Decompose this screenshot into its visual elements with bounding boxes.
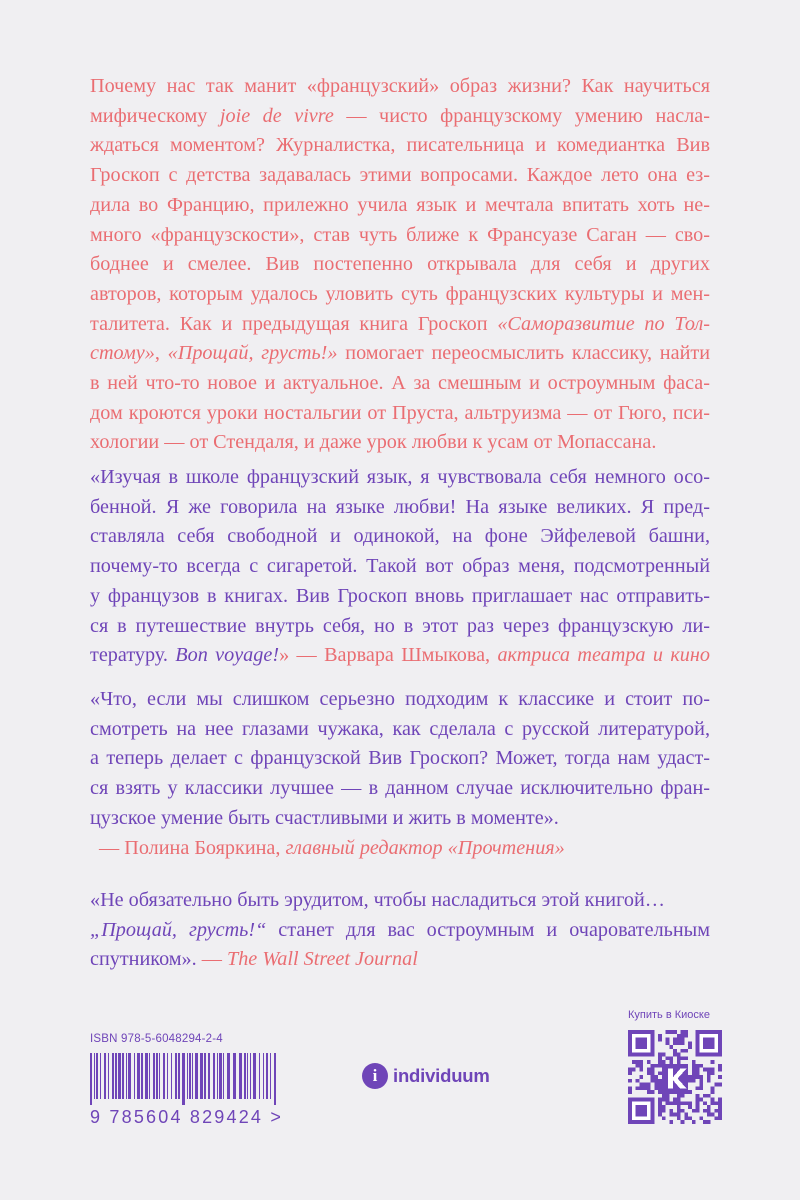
qr-module: [658, 1071, 662, 1075]
qr-module: [699, 1079, 703, 1083]
description-line: дила во Францию, прилежно учила язык и мечтала впитать хоть не-: [90, 193, 710, 216]
barcode-bar: [126, 1053, 127, 1099]
qr-module: [681, 1034, 685, 1038]
previous-book-title: «Саморазвитие по Тол-: [497, 312, 710, 335]
qr-module: [688, 1075, 692, 1079]
qr-module: [718, 1098, 722, 1102]
description-line: талитета. Как и предыдущая книга Гроскоп «Саморазвитие по Тол-: [90, 312, 710, 335]
joie-de-vivre-term: joie de vivre: [219, 104, 334, 127]
qr-module: [699, 1075, 703, 1079]
qr-module: [688, 1045, 692, 1049]
qr-module: [692, 1071, 696, 1075]
qr-module: [628, 1079, 632, 1083]
qr-module: [651, 1075, 655, 1079]
qr-module: [658, 1113, 662, 1117]
qr-module: [677, 1109, 681, 1113]
qr-module: [703, 1120, 707, 1124]
qr-module: [677, 1090, 681, 1094]
qr-module: [692, 1064, 696, 1068]
qr-module: [666, 1056, 670, 1060]
qr-module: [651, 1079, 655, 1083]
qr-module: [684, 1113, 688, 1117]
quote-line: ставляла себя свободной и одинокой, на фоне Эйфелевой башни,: [90, 525, 710, 548]
qr-module: [647, 1068, 651, 1072]
qr-module: [677, 1038, 681, 1042]
qr-module: [718, 1083, 722, 1087]
barcode-bar: [259, 1053, 260, 1099]
qr-module: [696, 1068, 700, 1072]
qr-module: [669, 1109, 673, 1113]
qr-module: [684, 1034, 688, 1038]
book-description: [90, 72, 710, 458]
qr-module: [628, 1090, 632, 1094]
qr-module: [666, 1094, 670, 1098]
qr-module: [654, 1064, 658, 1068]
qr-module: [711, 1060, 715, 1064]
qr-module: [669, 1101, 673, 1105]
qr-module: [658, 1038, 662, 1042]
qr-module: [703, 1068, 707, 1072]
qr-module: [696, 1101, 700, 1105]
qr-module: [658, 1101, 662, 1105]
qr-module: [677, 1105, 681, 1109]
qr-module: [684, 1101, 688, 1105]
qr-module: [669, 1120, 673, 1124]
isbn-number: ISBN 978-5-6048294-2-4: [90, 1033, 223, 1045]
barcode-bar: [187, 1053, 188, 1099]
qr-module: [666, 1101, 670, 1105]
qr-module: [658, 1086, 662, 1090]
qr-module: [654, 1086, 658, 1090]
qr-module: [711, 1101, 715, 1105]
qr-finder-center: [636, 1038, 647, 1049]
qr-module: [681, 1056, 685, 1060]
qr-module: [662, 1116, 666, 1120]
qr-module: [669, 1060, 673, 1064]
qr-module: [647, 1086, 651, 1090]
qr-module: [703, 1101, 707, 1105]
publisher-logo: [362, 1063, 490, 1089]
qr-module: [696, 1109, 700, 1113]
qr-module: [707, 1079, 711, 1083]
barcode-bar: [137, 1053, 140, 1099]
qr-module: [692, 1109, 696, 1113]
qr-module: [677, 1034, 681, 1038]
qr-finder-center: [636, 1105, 647, 1116]
barcode-bar: [167, 1053, 168, 1099]
quote-line: ся в путешествие внутрь себя, но в этот раз через французскую ли-: [90, 614, 710, 637]
qr-module: [696, 1071, 700, 1075]
description-line: мифическому joie de vivre — чисто французскому умению насла-: [90, 104, 710, 127]
qr-module: [681, 1094, 685, 1098]
barcode-bar: [100, 1053, 101, 1099]
qr-module: [639, 1083, 643, 1087]
barcode-bar: [153, 1053, 155, 1099]
qr-module: [688, 1041, 692, 1045]
qr-module: [636, 1079, 640, 1083]
qr-module: [669, 1030, 673, 1034]
qr-module: [677, 1053, 681, 1057]
qr-module: [658, 1034, 662, 1038]
barcode-bar: [250, 1053, 251, 1099]
barcode-bar: [233, 1053, 236, 1099]
quote-attribution: — Полина Бояркина, главный редактор «Прочтения»: [99, 836, 565, 859]
qr-module: [707, 1071, 711, 1075]
qr-module: [699, 1086, 703, 1090]
quote-line: а теперь делает с французской Вив Гроскоп? Может, тогда нам удаст-: [90, 747, 710, 770]
qr-module: [632, 1060, 636, 1064]
qr-module: [673, 1049, 677, 1053]
description-line: стому», «Прощай, грусть!» помогает переосмыслить классику, найти: [90, 342, 711, 365]
description-line: много «французскости», став чуть ближе к Франсуазе Саган — сво-: [90, 223, 710, 246]
barcode-bar: [227, 1053, 230, 1099]
qr-module: [681, 1049, 685, 1053]
qr-module: [639, 1068, 643, 1072]
qr-module: [662, 1094, 666, 1098]
qr-module: [718, 1064, 722, 1068]
barcode-bar: [266, 1053, 268, 1099]
barcode-digits: 9 785604 829424 >: [90, 1107, 284, 1127]
qr-module: [688, 1079, 692, 1083]
qr-module: [658, 1098, 662, 1102]
description-line: Почему нас так манит «французский» образ жизни? Как научиться: [90, 75, 710, 97]
qr-module: [692, 1120, 696, 1124]
qr-module: [692, 1075, 696, 1079]
description-line: дом кроются уроки ностальгии от Пруста, альтруизма — от Гюго, пси-: [90, 401, 710, 424]
qr-module: [669, 1045, 673, 1049]
qr-module: [628, 1086, 632, 1090]
qr-module: [707, 1068, 711, 1072]
description-line: боднее и смелее. Вив постепенно открывала для себя и других: [90, 253, 710, 276]
qr-module: [707, 1075, 711, 1079]
qr-module: [696, 1105, 700, 1109]
qr-module: [666, 1038, 670, 1042]
qr-module: [707, 1105, 711, 1109]
qr-module: [699, 1116, 703, 1120]
barcode-bar: [213, 1053, 215, 1099]
qr-module: [673, 1038, 677, 1042]
qr-module: [654, 1075, 658, 1079]
qr-code-icon[interactable]: [628, 1030, 722, 1124]
qr-module: [703, 1109, 707, 1113]
quote-wsj: [90, 886, 710, 975]
description-line: авторов, которым удалось уловить суть французских культуры и мен-: [90, 282, 710, 305]
qr-module: [647, 1083, 651, 1087]
qr-module: [718, 1116, 722, 1120]
barcode-bar: [182, 1053, 185, 1105]
quote-line: тературу. Bon voyage!» — Варвара Шмыкова, актриса театра и кино: [90, 644, 710, 667]
barcode-bar: [219, 1053, 222, 1099]
book-title-reference: «Прощай, грусть!»: [167, 342, 338, 365]
qr-module: [681, 1109, 685, 1113]
qr-module: [681, 1090, 685, 1094]
barcode-bar: [200, 1053, 203, 1099]
qr-module: [711, 1071, 715, 1075]
qr-module: [681, 1038, 685, 1042]
qr-module: [696, 1098, 700, 1102]
qr-module: [677, 1041, 681, 1045]
barcode-bar: [141, 1053, 143, 1099]
buy-in-kiosk-label: Купить в Киоске: [628, 1009, 710, 1021]
barcode-bar: [134, 1053, 135, 1099]
qr-module: [677, 1098, 681, 1102]
barcode-bar: [274, 1053, 276, 1105]
description-line: в ней что-то новое и актуальное. А за смешным и остроумным фаса-: [90, 372, 710, 395]
barcode-bar: [192, 1053, 193, 1099]
qr-module: [666, 1098, 670, 1102]
quote-boyarkina: [90, 685, 710, 863]
quote-line: „Прощай, грусть!“ станет для вас остроумным и очаровательным: [90, 918, 711, 941]
qr-module: [639, 1086, 643, 1090]
qr-module: [718, 1105, 722, 1109]
qr-module: [718, 1101, 722, 1105]
qr-module: [711, 1068, 715, 1072]
qr-module: [658, 1064, 662, 1068]
barcode-bar: [204, 1053, 206, 1099]
qr-module: [639, 1075, 643, 1079]
barcode-bar: [145, 1053, 148, 1099]
qr-module: [677, 1056, 681, 1060]
barcode-bar: [128, 1053, 131, 1099]
qr-module: [662, 1090, 666, 1094]
qr-module: [699, 1083, 703, 1087]
qr-module: [636, 1086, 640, 1090]
qr-module: [658, 1056, 662, 1060]
quote-line: «Что, если мы слишком серьезно подходим к классике и стоит по-: [90, 688, 710, 710]
qr-module: [677, 1116, 681, 1120]
qr-module: [681, 1030, 685, 1034]
barcode-bar: [90, 1053, 92, 1105]
qr-module: [677, 1101, 681, 1105]
qr-module: [688, 1090, 692, 1094]
qr-module: [677, 1060, 681, 1064]
barcode-bar: [195, 1053, 198, 1099]
qr-module: [707, 1113, 711, 1117]
barcode-bar: [263, 1053, 264, 1099]
barcode-bar: [171, 1053, 172, 1099]
qr-module: [632, 1068, 636, 1072]
barcode-bar: [108, 1053, 109, 1099]
qr-module: [651, 1090, 655, 1094]
qr-module: [718, 1068, 722, 1072]
qr-module: [636, 1064, 640, 1068]
qr-module: [666, 1041, 670, 1045]
qr-module: [658, 1079, 662, 1083]
qr-module: [654, 1079, 658, 1083]
qr-module: [711, 1090, 715, 1094]
qr-module: [696, 1075, 700, 1079]
barcode-bar: [122, 1053, 124, 1099]
qr-module: [673, 1101, 677, 1105]
quote-source: The Wall Street Journal: [226, 948, 418, 971]
bon-voyage-phrase: Bon voyage!: [175, 644, 280, 667]
qr-module: [654, 1083, 658, 1087]
qr-module: [714, 1083, 718, 1087]
qr-module: [673, 1041, 677, 1045]
barcode-bar: [156, 1053, 158, 1099]
barcode-bar: [104, 1053, 106, 1099]
qr-module: [696, 1094, 700, 1098]
qr-module: [669, 1113, 673, 1117]
qr-module: [714, 1109, 718, 1113]
barcode-bar: [163, 1053, 165, 1099]
quote-shmykova: [90, 463, 710, 671]
publisher-name: individuum: [393, 1065, 490, 1086]
barcode-bar: [247, 1053, 248, 1099]
qr-module: [643, 1086, 647, 1090]
barcode-bar: [118, 1053, 121, 1099]
qr-module: [628, 1071, 632, 1075]
qr-module: [688, 1116, 692, 1120]
qr-module: [647, 1071, 651, 1075]
qr-module: [673, 1090, 677, 1094]
quote-line: у французов в книгах. Вив Гроскоп вновь приглашает нас отправить-: [90, 584, 710, 607]
qr-module: [718, 1109, 722, 1113]
barcode-bar: [96, 1053, 98, 1099]
barcode-bar: [270, 1053, 271, 1099]
barcode-bar: [239, 1053, 242, 1099]
barcode-bar: [253, 1053, 256, 1099]
quote-line: смотреть на нее глазами чужака, как сделала с русской литературой,: [90, 717, 710, 740]
qr-module: [647, 1090, 651, 1094]
qr-module: [639, 1060, 643, 1064]
qr-module: [707, 1120, 711, 1124]
qr-module: [711, 1098, 715, 1102]
qr-module: [673, 1053, 677, 1057]
qr-module: [692, 1079, 696, 1083]
qr-module: [662, 1060, 666, 1064]
qr-module: [669, 1056, 673, 1060]
barcode-bar: [223, 1053, 224, 1099]
quote-line: бенной. Я же говорила на языке любви! На языке великих. Я пред-: [90, 495, 710, 518]
qr-module: [651, 1068, 655, 1072]
qr-module: [636, 1060, 640, 1064]
book-title-reference: „Прощай, грусть!“: [90, 918, 267, 941]
qr-module: [696, 1064, 700, 1068]
quote-attribution-role: актриса театра и кино: [497, 644, 710, 667]
qr-module: [662, 1105, 666, 1109]
qr-module: [711, 1113, 715, 1117]
quote-line: цузское умение быть счастливыми и жить в моменте».: [90, 806, 559, 829]
qr-module: [651, 1071, 655, 1075]
qr-module: [688, 1105, 692, 1109]
qr-module: [669, 1090, 673, 1094]
qr-module: [673, 1030, 677, 1034]
qr-module: [651, 1064, 655, 1068]
qr-module: [684, 1090, 688, 1094]
qr-module: [658, 1083, 662, 1087]
barcode-bar: [217, 1053, 218, 1099]
barcode-bar: [244, 1053, 246, 1099]
qr-module: [707, 1109, 711, 1113]
qr-module: [707, 1094, 711, 1098]
qr-module: [673, 1113, 677, 1117]
qr-module: [628, 1068, 632, 1072]
barcode-bar: [115, 1053, 117, 1099]
qr-module: [639, 1064, 643, 1068]
qr-module: [643, 1083, 647, 1087]
qr-module: [681, 1120, 685, 1124]
barcode-bar: [94, 1053, 95, 1099]
qr-module: [647, 1060, 651, 1064]
qr-module: [662, 1098, 666, 1102]
qr-module: [718, 1075, 722, 1079]
qr-module: [684, 1049, 688, 1053]
individuum-logo-icon: i: [362, 1063, 388, 1089]
qr-module: [677, 1094, 681, 1098]
qr-module: [688, 1101, 692, 1105]
description-line: ждаться моментом? Журналистка, писательница и комедиантка Вив: [90, 134, 710, 157]
qr-module: [681, 1041, 685, 1045]
qr-module: [699, 1064, 703, 1068]
qr-module: [658, 1090, 662, 1094]
quote-line: почему-то всегда с сигаретой. Такой вот образ меня, подсмотренный: [90, 555, 710, 578]
quote-attribution-role: главный редактор «Прочтения»: [285, 836, 565, 859]
qr-module: [692, 1060, 696, 1064]
barcode-bar: [189, 1053, 191, 1099]
qr-module: [681, 1101, 685, 1105]
barcode-bar: [208, 1053, 210, 1099]
barcode-bar: [175, 1053, 177, 1099]
qr-module: [658, 1060, 662, 1064]
quote-line: ся взять у классики лучшее — в данном случае исключительно фран-: [90, 777, 710, 800]
qr-module: [714, 1116, 718, 1120]
qr-module: [666, 1090, 670, 1094]
barcode-bar: [178, 1053, 180, 1099]
quote-line: спутником». — The Wall Street Journal: [90, 948, 418, 971]
qr-module: [714, 1101, 718, 1105]
barcode-bar: [159, 1053, 160, 1099]
qr-module: [703, 1094, 707, 1098]
qr-module: [673, 1098, 677, 1102]
qr-module: [684, 1030, 688, 1034]
qr-module: [666, 1030, 670, 1034]
barcode-bar: [149, 1053, 150, 1099]
qr-module: [662, 1109, 666, 1113]
barcode-bar: [112, 1053, 114, 1099]
qr-module: [718, 1113, 722, 1117]
barcode: [90, 1053, 280, 1105]
qr-module: [658, 1105, 662, 1109]
quote-line: «Не обязательно быть эрудитом, чтобы насладиться этой книгой…: [90, 889, 665, 911]
description-line: Гроскоп с детства задавалась этими вопросами. Каждое лето она ез-: [90, 164, 710, 187]
qr-module: [684, 1116, 688, 1120]
quote-attribution: » — Варвара Шмыкова,: [279, 644, 498, 667]
description-line: хологии — от Стендаля, и даже урок любви к усам от Мопассана.: [90, 431, 657, 454]
qr-module: [711, 1086, 715, 1090]
quote-line: «Изучая в школе французский язык, я чувствовала себя немного осо-: [90, 466, 710, 488]
qr-module: [662, 1053, 666, 1057]
qr-module: [658, 1053, 662, 1057]
qr-module: [696, 1086, 700, 1090]
qr-module: [684, 1056, 688, 1060]
qr-module: [692, 1068, 696, 1072]
qr-module: [677, 1113, 681, 1117]
qr-module: [699, 1098, 703, 1102]
qr-finder-center: [703, 1038, 714, 1049]
qr-module: [658, 1109, 662, 1113]
